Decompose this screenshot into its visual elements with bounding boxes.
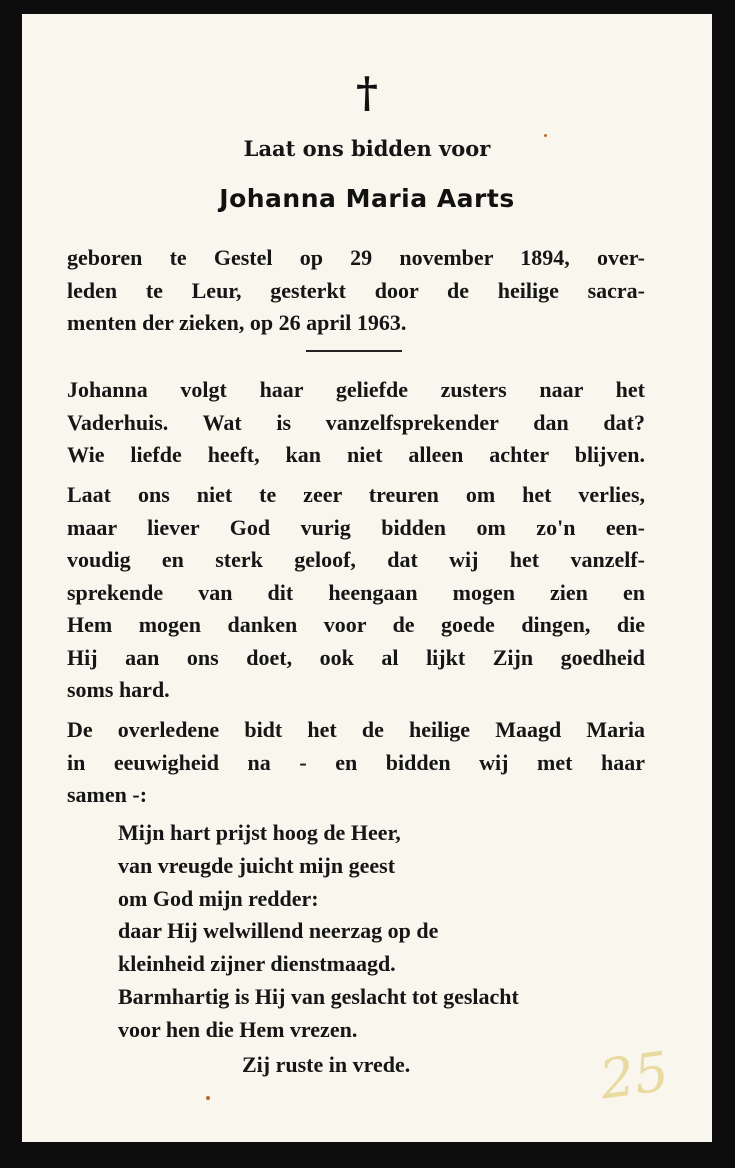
text-line: samen -: <box>67 782 148 807</box>
divider <box>306 350 402 352</box>
text-line: Vaderhuis. Wat is vanzelfsprekender dan dat? <box>67 409 645 435</box>
text-line: Wie liefde heeft, kan niet alleen achter blijven. <box>67 442 645 467</box>
biography-line: leden te Leur, gesterkt door de heilige sacra- <box>67 277 645 303</box>
paragraph-1 <box>67 374 645 472</box>
text-line: soms hard. <box>67 677 170 702</box>
prayer-line: om God mijn redder: <box>118 885 319 911</box>
biography-paragraph <box>67 242 645 340</box>
prayer-line: van vreugde juicht mijn geest <box>118 852 396 878</box>
prayer-line: kleinheid zijner dienstmaagd. <box>118 951 396 977</box>
text-line: Johanna volgt haar geliefde zusters naar het <box>67 377 645 402</box>
paragraph-3 <box>67 714 645 812</box>
ink-speck <box>544 134 547 137</box>
text-line: sprekende van dit heengaan mogen zien en <box>67 579 645 605</box>
text-line: voudig en sterk geloof, dat wij het vanzelf- <box>67 547 645 572</box>
magnificat-prayer <box>118 817 519 1047</box>
text-line: Hij aan ons doet, ook al lijkt Zijn goedheid <box>67 644 645 670</box>
closing-line: Zij ruste in vrede. <box>242 1052 411 1077</box>
text-line: in eeuwigheid na - en bidden wij met haar <box>67 749 645 775</box>
memorial-card <box>22 14 712 1142</box>
text-line: De overledene bidt het de heilige Maagd Maria <box>67 717 645 742</box>
biography-line: geboren te Gestel op 29 november 1894, over- <box>67 245 645 270</box>
prayer-line: voor hen die Hem vrezen. <box>118 1016 358 1042</box>
deceased-name: Johanna Maria Aarts <box>219 184 515 213</box>
text-line: Laat ons niet te zeer treuren om het verlies, <box>67 482 645 507</box>
prayer-line: Mijn hart prijst hoog de Heer, <box>118 820 401 845</box>
handwritten-annotation: 25 <box>595 1039 673 1112</box>
biography-line: menten der zieken, op 26 april 1963. <box>67 310 407 335</box>
prayer-line: Barmhartig is Hij van geslacht tot geslacht <box>118 983 519 1009</box>
cross-icon: † <box>356 68 378 117</box>
paragraph-2 <box>67 479 645 707</box>
prayer-line: daar Hij welwillend neerzag op de <box>118 918 439 944</box>
text-line: Hem mogen danken voor de goede dingen, die <box>67 612 645 637</box>
ink-speck <box>206 1096 210 1100</box>
prayer-heading: Laat ons bidden voor <box>243 136 491 161</box>
text-line: maar liever God vurig bidden om zo'n een- <box>67 514 645 540</box>
